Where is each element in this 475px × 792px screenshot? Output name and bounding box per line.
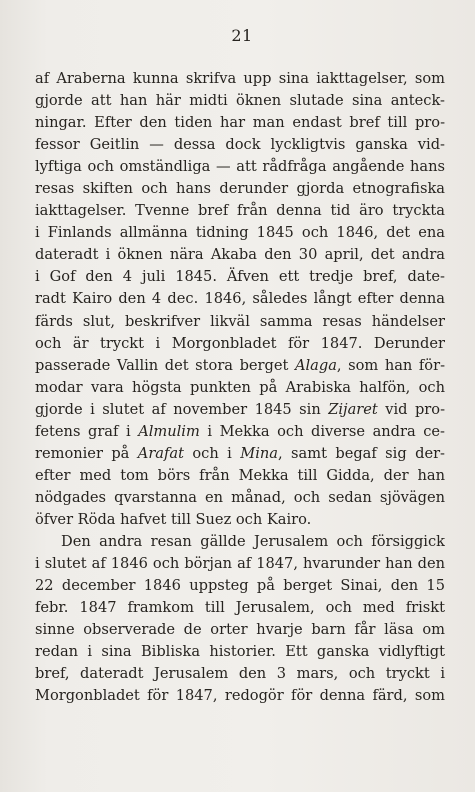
text-line: radt Kairo den 4 dec. 1846, således långt efter denna: [35, 290, 445, 308]
text-line: efter med tom börs från Mekka till Gidda, der han: [35, 466, 445, 484]
text-line: dateradt i öknen nära Akaba den 30 april, det andra: [35, 246, 445, 264]
text-line: färds slut, beskrifver likväl samma resas händelser: [35, 312, 445, 330]
text-line: resas skiften och hans derunder gjorda etnografiska: [35, 180, 445, 198]
text-line: och är tryckt i Morgonbladet för 1847. Derunder: [35, 334, 445, 352]
text-line: febr. 1847 framkom till Jerusalem, och med friskt: [35, 599, 445, 617]
page-number: 21: [231, 26, 253, 45]
text-line: passerade Vallin det stora berget Alaga, som han för-: [35, 356, 445, 374]
italic-term: Alaga: [294, 356, 337, 374]
text-line: nödgades qvarstanna en månad, och sedan sjövägen: [35, 488, 445, 506]
body-text: [35, 68, 445, 707]
italic-term: Arafat: [137, 444, 184, 462]
text-line: ningar. Efter den tiden har man endast bref till pro-: [35, 114, 445, 132]
text-line: i Gof den 4 juli 1845. Äfven ett tredje bref, date-: [35, 268, 445, 286]
text-line: Den andra resan gällde Jerusalem och försiggick: [61, 532, 445, 550]
text-line: öfver Röda hafvet till Suez och Kairo.: [35, 510, 312, 528]
text-line: bref, dateradt Jerusalem den 3 mars, och tryckt i: [35, 665, 445, 683]
text-line: lyftiga och omständliga — att rådfråga angående hans: [35, 158, 445, 176]
text-line: 22 december 1846 uppsteg på berget Sinai, den 15: [35, 577, 445, 595]
text-line: iakttagelser. Tvenne bref från denna tid äro tryckta: [35, 202, 445, 220]
italic-term: Zijaret: [328, 400, 378, 418]
text-line: gjorde att han här midti öknen slutade sina anteck-: [35, 92, 445, 110]
text-line: modar vara högsta punkten på Arabiska halfön, och: [35, 378, 445, 396]
text-line: gjorde i slutet af november 1845 sin Zijaret vid pro-: [35, 400, 445, 418]
italic-term: Mina: [240, 444, 278, 462]
text-line: i slutet af 1846 och början af 1847, hvarunder han den: [35, 555, 445, 573]
text-line: af Araberna kunna skrifva upp sina iakttagelser, som: [35, 70, 445, 87]
text-line: fessor Geitlin — dessa dock lyckligtvis ganska vid-: [35, 136, 445, 154]
text-line: Morgonbladet för 1847, redogör för denna färd, som: [35, 687, 445, 705]
text-line: fetens graf i Almulim i Mekka och diverse andra ce-: [35, 422, 445, 440]
text-line: i Finlands allmänna tidning 1845 och 1846, det ena: [35, 224, 445, 242]
text-line: remonier på Arafat och i Mina, samt begaf sig der-: [35, 444, 445, 462]
text-line: redan i sina Bibliska historier. Ett ganska vidlyftigt: [35, 643, 445, 661]
text-line: sinne observerade de orter hvarje barn får läsa om: [35, 621, 445, 639]
italic-term: Almulim: [138, 422, 200, 440]
